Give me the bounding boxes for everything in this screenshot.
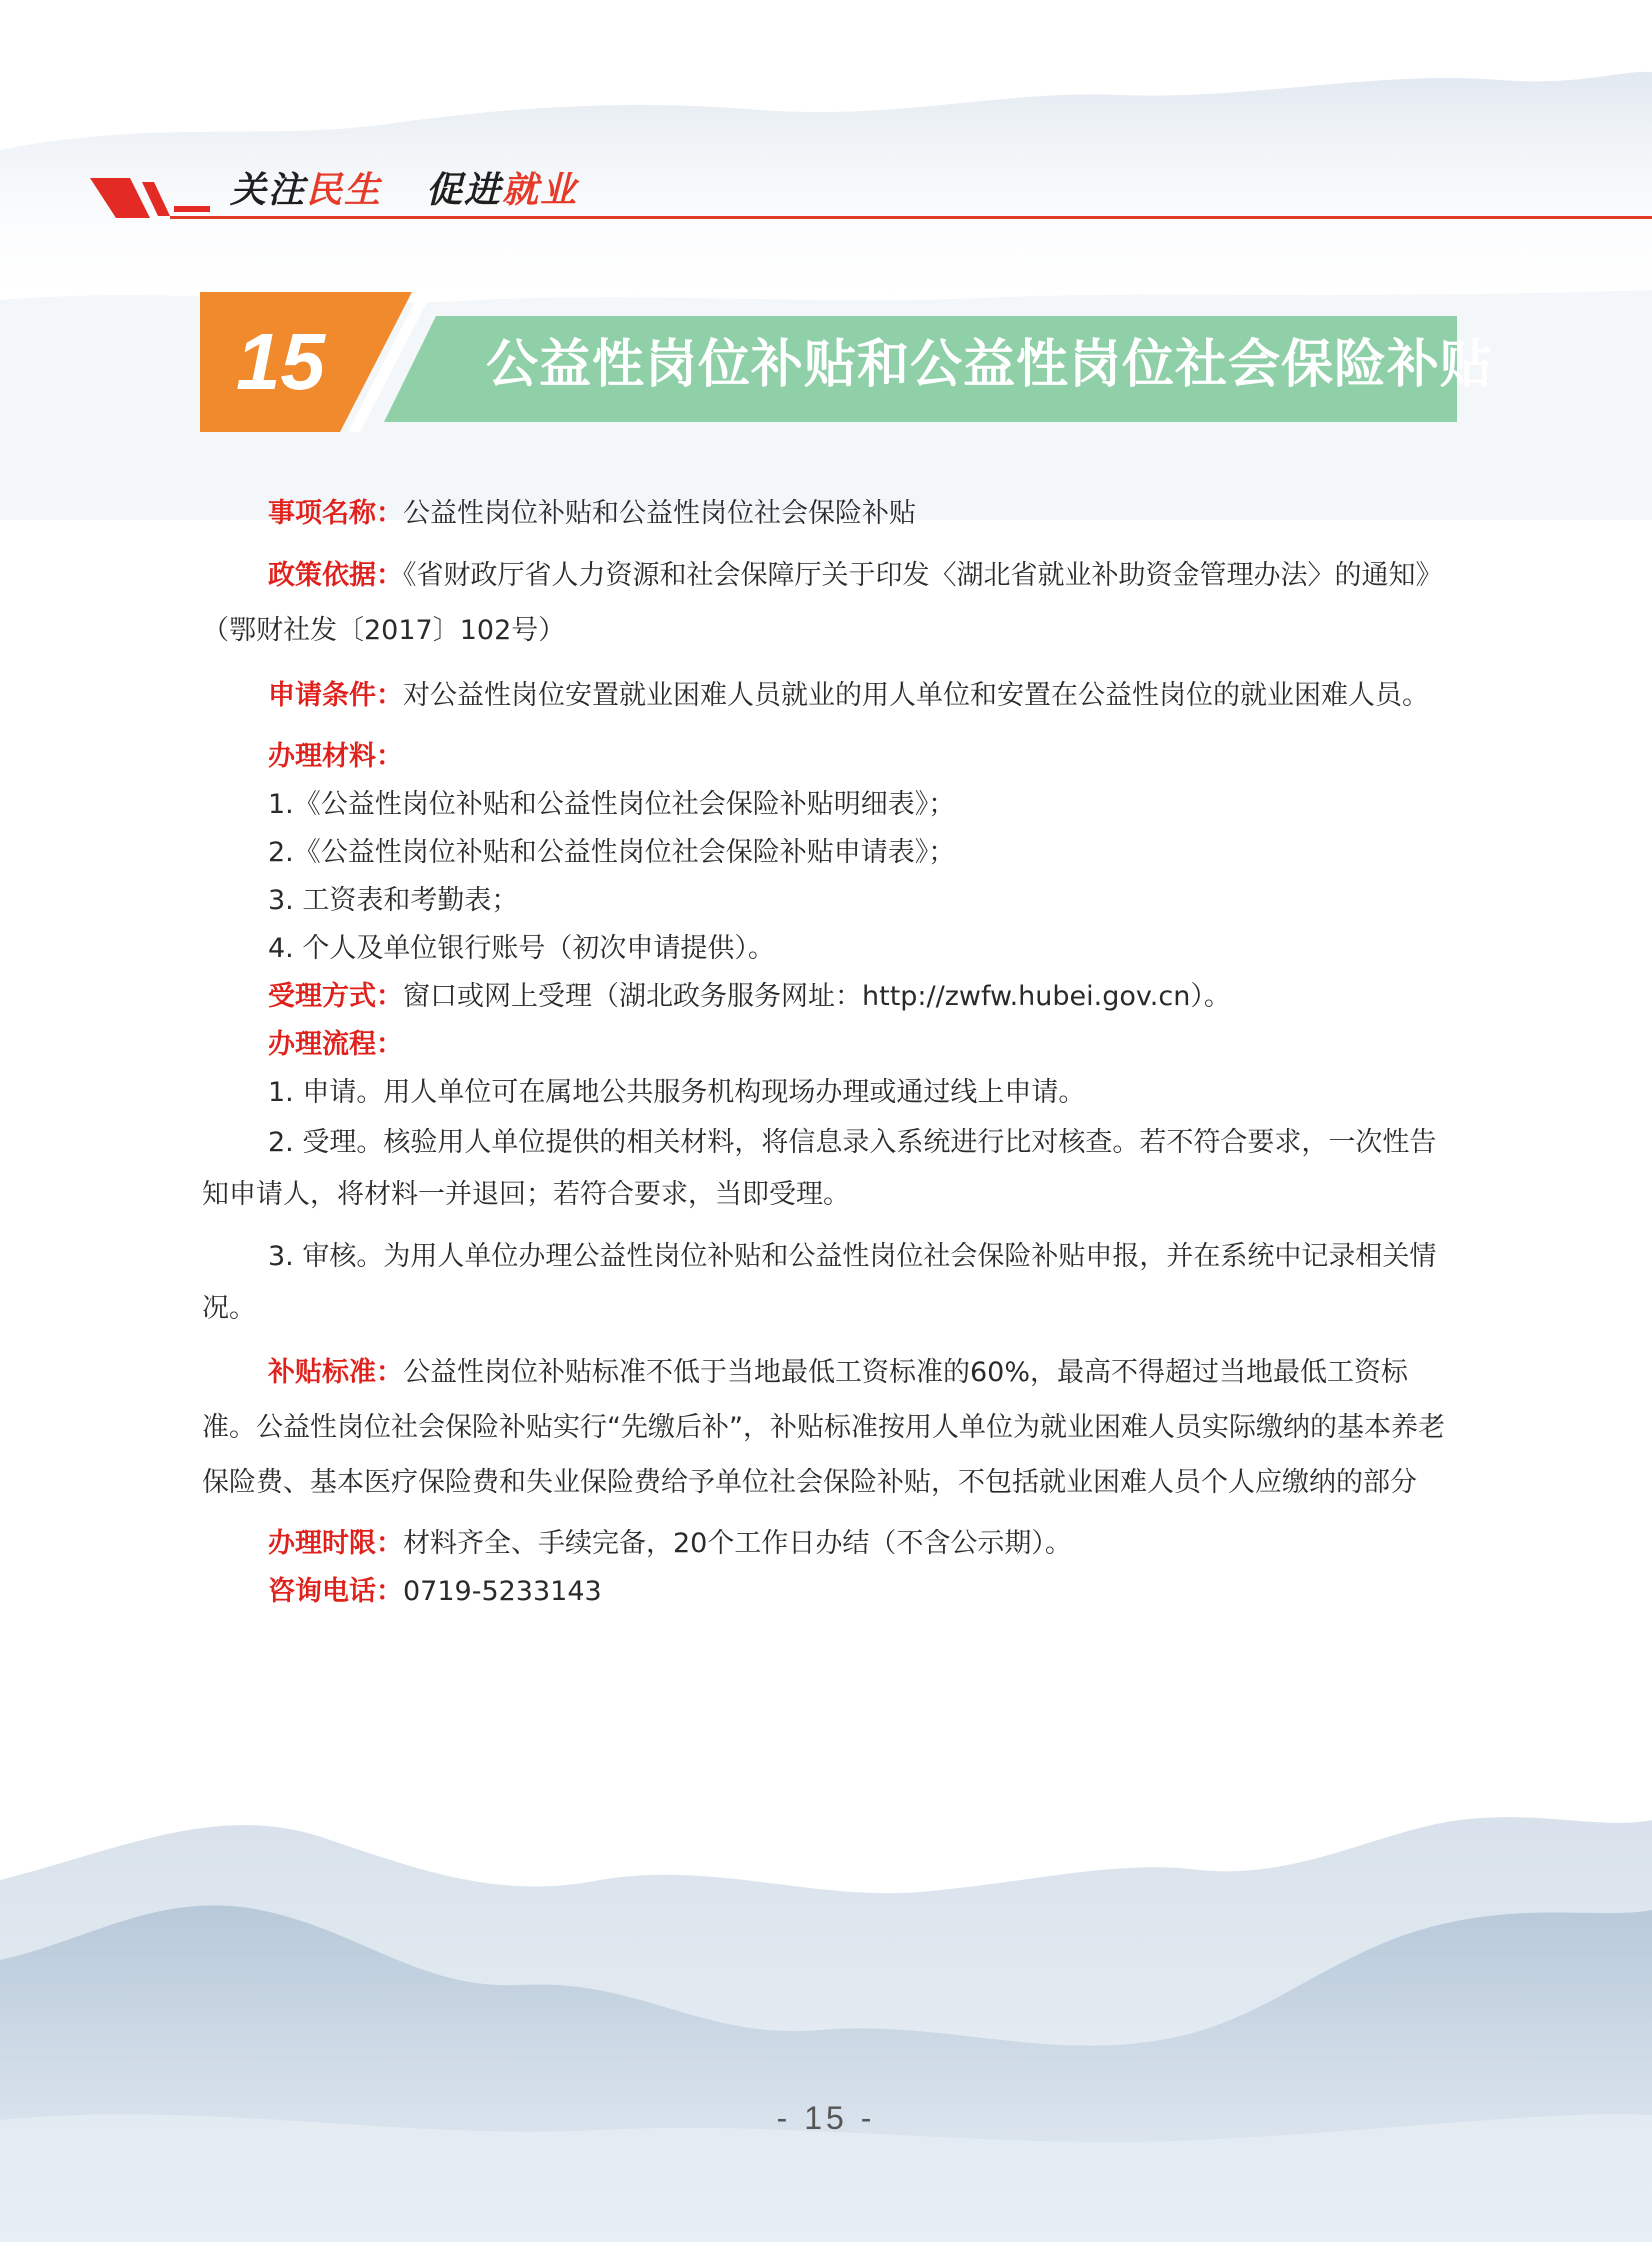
materials-item: 1.《公益性岗位补贴和公益性岗位社会保险补贴明细表》； bbox=[268, 789, 956, 820]
item-name-label: 事项名称： bbox=[268, 498, 403, 529]
policy-basis-text: 《省财政厅省人力资源和社会保障厅关于印发〈湖北省就业补助资金管理办法〉的通知》（鄂财社发〔2017〕102号） bbox=[202, 560, 1443, 646]
acceptance-text: 窗口或网上受理（湖北政务服务网址：http://zwfw.hubei.gov.cn）。 bbox=[403, 981, 1231, 1012]
phone-label: 咨询电话： bbox=[268, 1576, 403, 1607]
conditions-paragraph bbox=[202, 668, 1458, 723]
phone-paragraph bbox=[202, 1568, 1458, 1616]
content-body bbox=[202, 490, 1458, 1616]
process-step: 1. 申请。用人单位可在属地公共服务机构现场办理或通过线上申请。 bbox=[268, 1077, 1086, 1108]
materials-label: 办理材料： bbox=[268, 741, 403, 772]
item-name-text: 公益性岗位补贴和公益性岗位社会保险补贴 bbox=[403, 498, 916, 529]
policy-basis-label: 政策依据： bbox=[268, 560, 403, 591]
slogan-part-1: 关注 bbox=[230, 169, 307, 211]
standard-text: 公益性岗位补贴标准不低于当地最低工资标准的60%，最高不得超过当地最低工资标准。公益性岗位社会保险补贴实行“先缴后补”，补贴标准按用人单位为就业困难人员实际缴纳的基本养老保险费、基本医疗保险费和失业保险费给予单位社会保险补贴，不包括就业困难人员个人应缴纳的部分 bbox=[202, 1357, 1445, 1498]
materials-heading bbox=[202, 733, 1458, 781]
slogan-part-2: 民生 bbox=[306, 169, 383, 211]
header-divider bbox=[170, 216, 1652, 219]
phone-number: 0719-5233143 bbox=[403, 1576, 602, 1607]
materials-item: 3. 工资表和考勤表； bbox=[268, 885, 519, 916]
header-slogan bbox=[230, 162, 578, 213]
policy-basis-paragraph bbox=[202, 548, 1458, 658]
slogan-part-4: 就业 bbox=[502, 169, 579, 211]
slogan-brush-mark bbox=[90, 172, 210, 222]
time-limit-label: 办理时限： bbox=[268, 1528, 403, 1559]
standard-label: 补贴标准： bbox=[268, 1357, 403, 1388]
conditions-text: 对公益性岗位安置就业困难人员就业的用人单位和安置在公益性岗位的就业困难人员。 bbox=[403, 680, 1429, 711]
time-limit-text: 材料齐全、手续完备，20个工作日办结（不含公示期）。 bbox=[403, 1528, 1072, 1559]
standard-paragraph bbox=[202, 1345, 1458, 1510]
process-step: 3. 审核。为用人单位办理公益性岗位补贴和公益性岗位社会保险补贴申报，并在系统中记录相关情况。 bbox=[202, 1241, 1437, 1324]
materials-item: 4. 个人及单位银行账号（初次申请提供）。 bbox=[268, 933, 775, 964]
materials-item: 2.《公益性岗位补贴和公益性岗位社会保险补贴申请表》； bbox=[268, 837, 956, 868]
section-title: 公益性岗位补贴和公益性岗位社会保险补贴 bbox=[486, 335, 1494, 395]
time-limit-paragraph bbox=[202, 1520, 1458, 1568]
conditions-label: 申请条件： bbox=[268, 680, 403, 711]
process-heading bbox=[202, 1021, 1458, 1069]
process-label: 办理流程： bbox=[268, 1029, 403, 1060]
acceptance-label: 受理方式： bbox=[268, 981, 403, 1012]
slogan-part-3: 促进 bbox=[426, 169, 503, 211]
acceptance-paragraph bbox=[202, 973, 1458, 1021]
item-name-paragraph bbox=[202, 490, 1458, 538]
page-number: - 15 - bbox=[776, 2100, 876, 2136]
process-step: 2. 受理。核验用人单位提供的相关材料，将信息录入系统进行比对核查。若不符合要求，一次性告知申请人，将材料一并退回；若符合要求，当即受理。 bbox=[202, 1127, 1437, 1210]
section-number: 15 bbox=[236, 317, 325, 406]
